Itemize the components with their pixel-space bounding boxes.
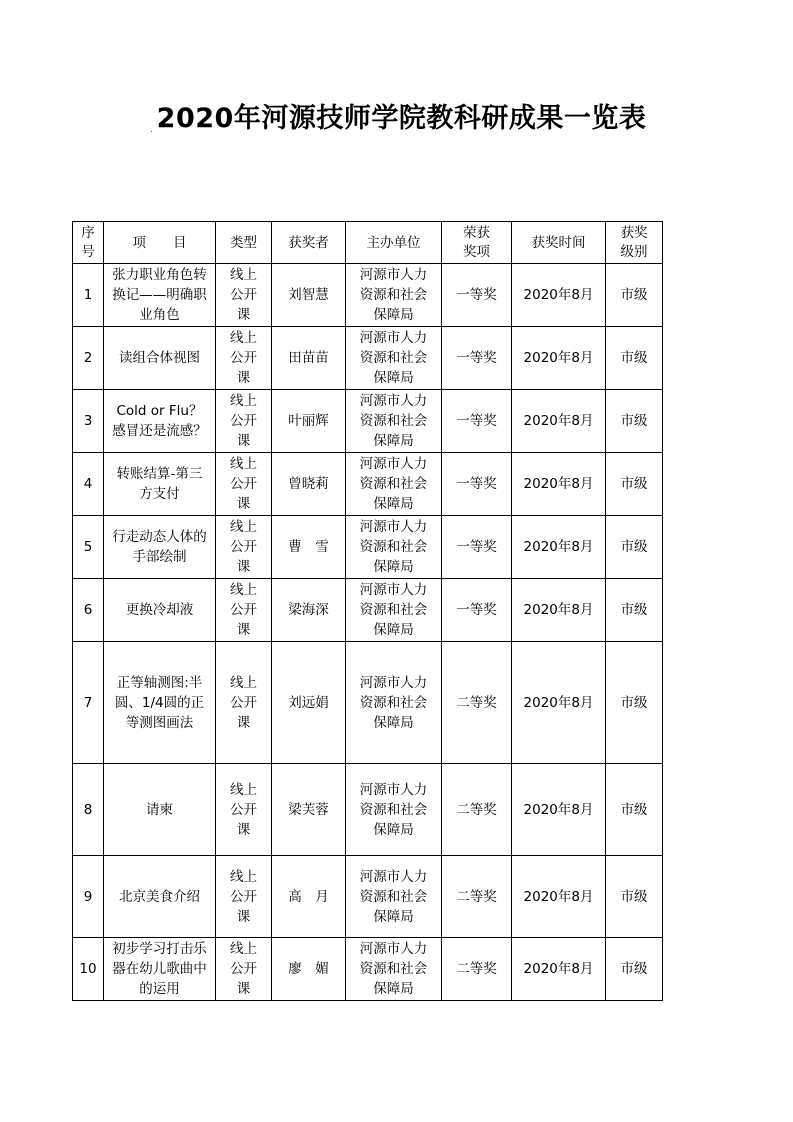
table-row <box>73 453 663 516</box>
cell-project: 初步学习打击乐器在幼儿歌曲中的运用 <box>104 938 216 1001</box>
cell-winner: 叶丽辉 <box>272 390 346 453</box>
header-level: 获奖级别 <box>606 222 663 264</box>
cell-no: 10 <box>73 938 104 1001</box>
cell-type: 线上公开课 <box>216 327 272 390</box>
table-row <box>73 516 663 579</box>
cell-award: 二等奖 <box>442 938 512 1001</box>
cell-no: 6 <box>73 579 104 642</box>
cell-award: 二等奖 <box>442 764 512 856</box>
cell-organizer: 河源市人力资源和社会保障局 <box>346 516 442 579</box>
cell-level: 市级 <box>606 264 663 327</box>
cell-award: 一等奖 <box>442 579 512 642</box>
cell-no: 5 <box>73 516 104 579</box>
header-time: 获奖时间 <box>512 222 606 264</box>
page-title: 2020年河源技师学院教科研成果一览表 <box>156 103 647 134</box>
header-award: 荣获奖项 <box>442 222 512 264</box>
table-row <box>73 856 663 938</box>
cell-type: 线上公开课 <box>216 856 272 938</box>
table-row <box>73 264 663 327</box>
cell-organizer: 河源市人力资源和社会保障局 <box>346 579 442 642</box>
cell-winner: 曹 雪 <box>272 516 346 579</box>
cell-project: 转账结算-第三方支付 <box>104 453 216 516</box>
cell-type: 线上公开课 <box>216 579 272 642</box>
cell-award: 一等奖 <box>442 516 512 579</box>
cell-award: 二等奖 <box>442 856 512 938</box>
cell-level: 市级 <box>606 453 663 516</box>
cell-award: 二等奖 <box>442 642 512 764</box>
table-row <box>73 390 663 453</box>
cell-winner: 刘智慧 <box>272 264 346 327</box>
cell-winner: 梁海深 <box>272 579 346 642</box>
header-organizer: 主办单位 <box>346 222 442 264</box>
cell-award: 一等奖 <box>442 327 512 390</box>
cell-winner: 高 月 <box>272 856 346 938</box>
cell-time: 2020年8月 <box>512 579 606 642</box>
cell-organizer: 河源市人力资源和社会保障局 <box>346 327 442 390</box>
header-winner: 获奖者 <box>272 222 346 264</box>
cell-time: 2020年8月 <box>512 390 606 453</box>
cell-project: Cold or Flu？感冒还是流感？ <box>104 390 216 453</box>
cell-no: 3 <box>73 390 104 453</box>
cell-no: 4 <box>73 453 104 516</box>
cell-level: 市级 <box>606 642 663 764</box>
cell-organizer: 河源市人力资源和社会保障局 <box>346 390 442 453</box>
cell-organizer: 河源市人力资源和社会保障局 <box>346 453 442 516</box>
cell-winner: 刘远娟 <box>272 642 346 764</box>
cell-award: 一等奖 <box>442 390 512 453</box>
cell-time: 2020年8月 <box>512 856 606 938</box>
awards-table <box>72 221 663 1001</box>
table-row <box>73 579 663 642</box>
cell-type: 线上公开课 <box>216 938 272 1001</box>
header-type: 类型 <box>216 222 272 264</box>
cell-level: 市级 <box>606 390 663 453</box>
cell-level: 市级 <box>606 764 663 856</box>
table-row <box>73 764 663 856</box>
cell-time: 2020年8月 <box>512 938 606 1001</box>
cell-no: 2 <box>73 327 104 390</box>
cell-time: 2020年8月 <box>512 516 606 579</box>
table-row <box>73 938 663 1001</box>
cell-organizer: 河源市人力资源和社会保障局 <box>346 264 442 327</box>
cell-level: 市级 <box>606 856 663 938</box>
cell-type: 线上公开课 <box>216 642 272 764</box>
cell-project: 北京美食介绍 <box>104 856 216 938</box>
cell-project: 请柬 <box>104 764 216 856</box>
table-row <box>73 327 663 390</box>
cell-award: 一等奖 <box>442 453 512 516</box>
cell-project: 行走动态人体的手部绘制 <box>104 516 216 579</box>
cell-type: 线上公开课 <box>216 764 272 856</box>
cell-time: 2020年8月 <box>512 764 606 856</box>
header-no: 序号 <box>73 222 104 264</box>
header-project: 项 目 <box>104 222 216 264</box>
cell-project: 正等轴测图:半圆、1/4圆的正等测图画法 <box>104 642 216 764</box>
cell-project: 更换冷却液 <box>104 579 216 642</box>
cell-level: 市级 <box>606 327 663 390</box>
cell-winner: 田苗苗 <box>272 327 346 390</box>
cell-organizer: 河源市人力资源和社会保障局 <box>346 764 442 856</box>
stray-dot <box>151 131 152 132</box>
header-row <box>73 222 663 264</box>
cell-time: 2020年8月 <box>512 453 606 516</box>
cell-type: 线上公开课 <box>216 264 272 327</box>
cell-no: 9 <box>73 856 104 938</box>
cell-organizer: 河源市人力资源和社会保障局 <box>346 856 442 938</box>
cell-type: 线上公开课 <box>216 516 272 579</box>
cell-organizer: 河源市人力资源和社会保障局 <box>346 642 442 764</box>
cell-level: 市级 <box>606 579 663 642</box>
cell-level: 市级 <box>606 938 663 1001</box>
cell-time: 2020年8月 <box>512 327 606 390</box>
cell-winner: 曾晓莉 <box>272 453 346 516</box>
cell-type: 线上公开课 <box>216 453 272 516</box>
cell-winner: 廖 媚 <box>272 938 346 1001</box>
table-row <box>73 642 663 764</box>
cell-time: 2020年8月 <box>512 642 606 764</box>
cell-type: 线上公开课 <box>216 390 272 453</box>
cell-award: 一等奖 <box>442 264 512 327</box>
cell-no: 1 <box>73 264 104 327</box>
cell-project: 读组合体视图 <box>104 327 216 390</box>
cell-time: 2020年8月 <box>512 264 606 327</box>
cell-winner: 梁芙蓉 <box>272 764 346 856</box>
cell-no: 7 <box>73 642 104 764</box>
cell-project: 张力职业角色转换记——明确职业角色 <box>104 264 216 327</box>
cell-no: 8 <box>73 764 104 856</box>
cell-organizer: 河源市人力资源和社会保障局 <box>346 938 442 1001</box>
cell-level: 市级 <box>606 516 663 579</box>
